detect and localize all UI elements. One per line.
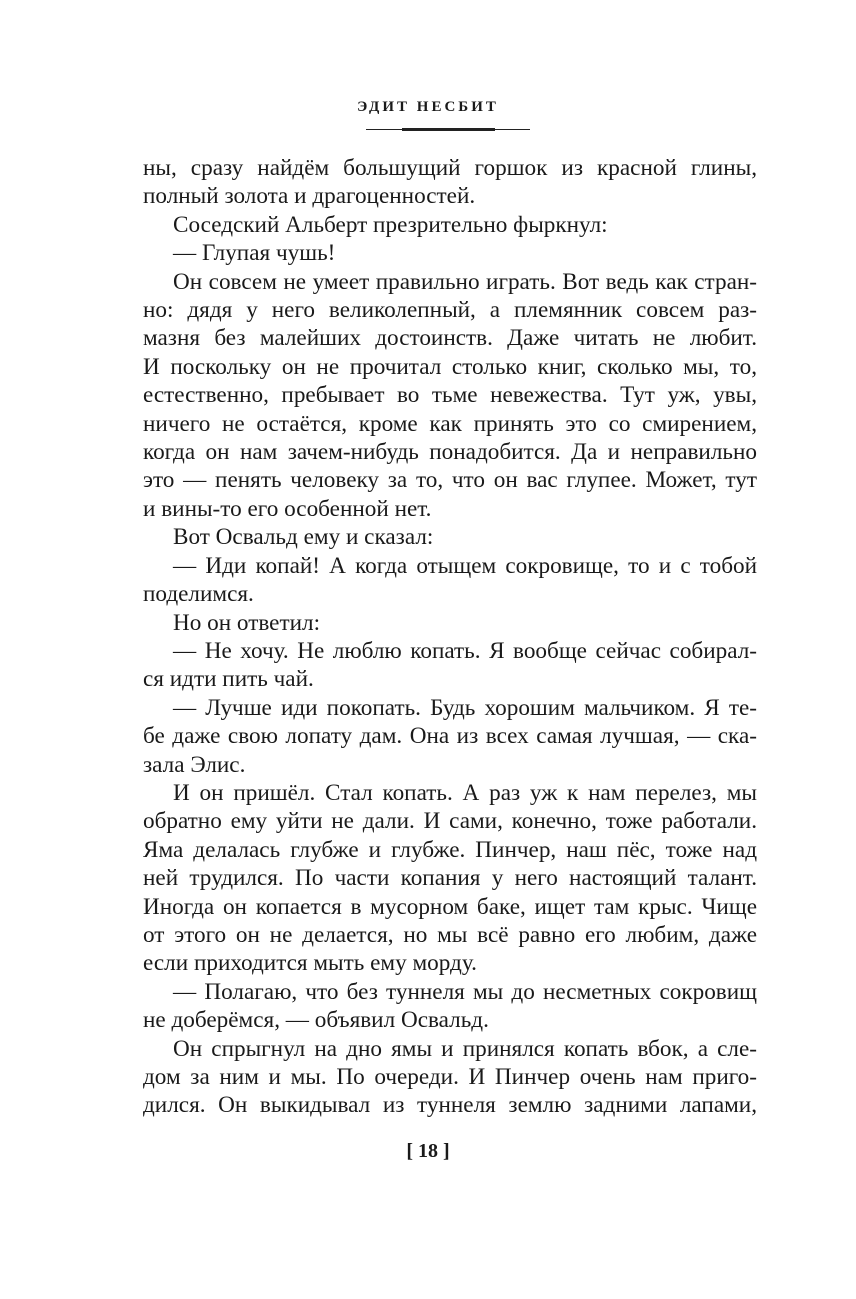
text-line: полный золота и драгоценностей. <box>143 183 476 210</box>
text-line: от этого он не делается, но мы всё равно его любим, даже <box>143 921 757 948</box>
text-line: — Иди копай! А когда отыщем сокровище, то и с тобой <box>173 552 757 579</box>
text-line: — Полагаю, что без туннеля мы до несметных сокровищ <box>173 978 757 1005</box>
text-line: Но он ответил: <box>173 609 321 636</box>
text-line: естественно, пребывает во тьме невежества. Тут уж, увы, <box>143 382 757 409</box>
body-text <box>143 154 757 1120</box>
text-line: ничего не остаётся, кроме как принять это со смирением, <box>143 410 757 437</box>
text-line: Вот Освальд ему и сказал: <box>173 524 434 551</box>
page-number: [ 18 ] <box>406 1140 450 1162</box>
text-line: Он совсем не умеет правильно играть. Вот ведь как стран- <box>173 268 757 295</box>
text-line: дился. Он выкидывал из туннеля землю задними лапами, <box>143 1092 757 1119</box>
text-line: Соседский Альберт презрительно фыркнул: <box>173 211 608 238</box>
text-line: но: дядя у него великолепный, а племянник совсем раз- <box>143 297 757 324</box>
text-line: дом за ним и мы. По очереди. И Пинчер очень нам приго- <box>143 1064 757 1090</box>
text-line: И он пришёл. Стал копать. А раз уж к нам перелез, мы <box>173 779 757 806</box>
text-line: поделимся. <box>143 581 254 608</box>
text-line: не доберёмся, — объявил Освальд. <box>143 1007 489 1034</box>
text-line: — Не хочу. Не люблю копать. Я вообще сейчас собирал- <box>173 637 757 664</box>
text-line: Он спрыгнул на дно ямы и принялся копать вбок, а сле- <box>173 1035 757 1062</box>
text-line: зала Элис. <box>143 751 246 778</box>
text-line: ся идти пить чай. <box>143 666 314 693</box>
text-line: ны, сразу найдём большущий горшок из красной глины, <box>143 155 757 181</box>
header-rule-accent <box>402 128 495 131</box>
text-line: и вины-то его особенной нет. <box>143 495 432 522</box>
text-line: — Глупая чушь! <box>173 240 336 267</box>
running-header: ЭДИТ НЕСБИТ <box>357 99 499 115</box>
text-line: — Лучше иди покопать. Будь хорошим мальчиком. Я те- <box>173 694 757 721</box>
text-line: И поскольку он не прочитал столько книг, сколько мы, то, <box>143 353 757 380</box>
text-line: Иногда он копается в мусорном баке, ищет там крыс. Чище <box>143 893 757 920</box>
text-line: это — пенять человеку за то, что он вас глупее. Может, тут <box>143 467 757 494</box>
text-line: ней трудился. По части копания у него настоящий талант. <box>143 865 757 892</box>
text-line: обратно ему уйти не дали. И сами, конечно, тоже работали. <box>143 808 757 835</box>
text-line: мазня без малейших достоинств. Даже читать не любит. <box>143 325 757 352</box>
text-line: когда он нам зачем-нибудь понадобится. Да и неправильно <box>143 439 757 466</box>
text-line: Яма делалась глубже и глубже. Пинчер, наш пёс, тоже над <box>143 836 757 863</box>
text-line: бе даже свою лопату дам. Она из всех самая лучшая, — ска- <box>143 723 757 750</box>
text-line: если приходится мыть ему морду. <box>143 950 477 977</box>
